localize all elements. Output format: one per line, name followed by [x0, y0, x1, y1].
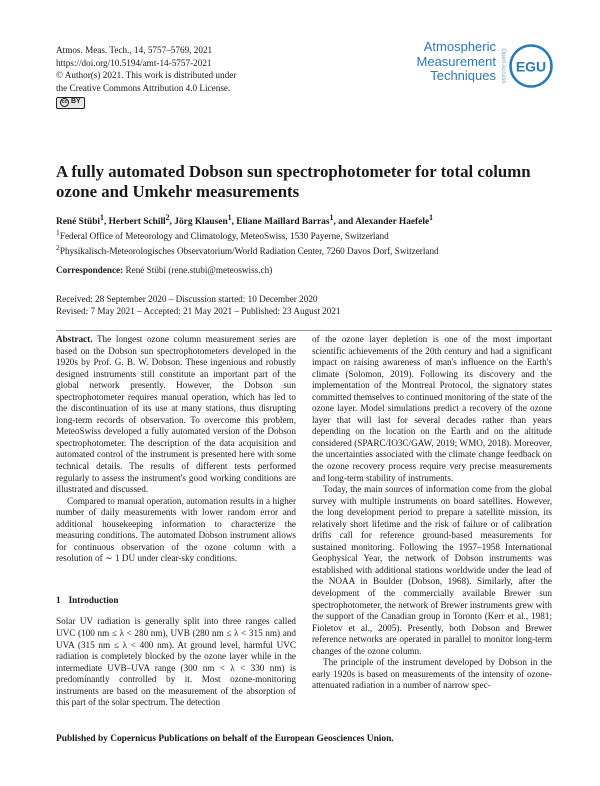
- body-paragraph: Today, the main sources of information come from the global survey with multiple instruments on board satellites. However, the long development period to prepare a satellite mission, its relatively short lifetime and the risk of failure or of calibration drifts call for reference ground-based measurements for sustained monitoring. Following the 1957–1958 International Geophysical Year, the network of Dobson instruments was established with additional stations worldwide under the lead of the NOAA in Boulder (Dobson, 1968). Similarly, after the development of the commercially available Brewer sun spectrophotometer, the network of Brewer instruments grew with the support of the Canadian group in Toronto (Kerr et al., 1981; Fioletov et al., 2005). Presently, both Dobson and Brewer reference networks are operated in parallel to monitor long-term changes of the ozone column.: [312, 484, 552, 656]
- copyright-line: © Author(s) 2021. This work is distributed under: [56, 70, 237, 81]
- author-name: René Stübi: [56, 217, 101, 228]
- section-number: 1: [56, 594, 61, 605]
- journal-name-line1: Atmospheric: [423, 39, 496, 54]
- doi-link[interactable]: https://doi.org/10.5194/amt-14-5757-2021: [56, 57, 212, 68]
- affiliations: [56, 227, 556, 257]
- revised-dates: Revised: 7 May 2021 – Accepted: 21 May 2021 – Published: 23 August 2021: [56, 306, 341, 317]
- correspondence: [56, 264, 556, 276]
- author-list: René Stübi$^1$, Herbert Schill$^2$, Jörg Klausen$^1$, Eliane Maillard Barras$^1$, and Alexander Haefele$^1$: [56, 213, 434, 228]
- author-affil-sup: 1: [429, 213, 434, 222]
- header-divider: [56, 330, 552, 331]
- author-name: Alexander Haefele: [355, 217, 430, 228]
- author-affil-sup: 1: [100, 213, 104, 222]
- article-metadata: [56, 44, 386, 109]
- publisher-footer: Published by Copernicus Publications on behalf of the European Geosciences Union.: [56, 734, 394, 744]
- cc-icon: cc: [61, 99, 68, 106]
- received-dates: Received: 28 September 2020 – Discussion started: 10 December 2020: [56, 294, 318, 304]
- journal-name-line2: Measurement: [416, 53, 496, 69]
- intro-paragraph: Solar UV radiation is generally split into three ranges called UVC (100 nm ≤ λ < 280 nm), UVB (280 nm ≤ λ < 315 nm) and UVA (315 nm ≤ λ < 400 nm). At ground level, harmful UVC radiation is completely blocked by the ozone layer while in the intermediate UVB–UVA range (300 nm < λ < 330 nm) is predominantly controlled by it. Most ozone-monitoring instruments are based on the measurement of the absorption of this part of the solar spectrum. The detection: [56, 616, 296, 708]
- cc-by-badge[interactable]: [56, 97, 85, 109]
- abstract-paragraph: Abstract. The longest ozone column measurement series are based on the Dobson sun spectrophotometers developed in the 1920s by Prof. G. B. W. Dobson. These ingenious and robustly designed instruments still constitute an important part of the global network presently. However, the Dobson sun spectrophotometer requires manual operation, which has led to the discontinuation of its use at many stations, thus disrupting long-term records of observation. To overcome this problem, MeteoSwiss developed a fully automated version of the Dobson spectrophotometer. The description of the data acquisition and automated control of the instrument is presented here with some technical details. The results of different tests performed regularly to assess the instrument's good working conditions are illustrated and discussed.: [56, 334, 296, 495]
- section-heading: [56, 595, 296, 607]
- author-name: Herbert Schill: [108, 217, 166, 228]
- author-affil-sup: 2: [165, 213, 170, 222]
- open-access-label: Open Access: [499, 48, 506, 84]
- affiliation-line: $^2$Physikalisch-Meteorologisches Observatorium/World Radiation Center, 7260 Davos Dorf, Switzerland: [56, 243, 439, 257]
- author-affil-sup: 1: [329, 213, 334, 222]
- citation: Atmos. Meas. Tech., 14, 5757–5769, 2021: [56, 45, 213, 55]
- affiliation-line: $^1$Federal Office of Meteorology and Climatology, MeteoSwiss, 1530 Payerne, Switzerland: [56, 228, 389, 242]
- correspondence-contact[interactable]: René Stübi (rene.stubi@meteoswiss.ch): [125, 265, 273, 275]
- abstract-paragraph: Compared to manual operation, automation results in a higher number of daily measurements with lower random error and additional housekeeping information to characterize the measuring conditions. The automated Dobson instrument allows for continuous observation of the ozone column with a resolution of ∼ 1 DU under clear-sky conditions.: [56, 495, 296, 564]
- author-name: Eliane Maillard Barras: [236, 217, 330, 228]
- publication-dates: [56, 293, 556, 318]
- right-column: [312, 334, 552, 692]
- paper-title: A fully automated Dobson sun spectrophotometer for total column ozone and Umkehr measurements: [56, 162, 531, 201]
- abstract-label: Abstract.: [56, 334, 93, 344]
- license-line: the Creative Commons Attribution 4.0 License.: [56, 82, 231, 93]
- section-title: Introduction: [68, 594, 119, 605]
- body-paragraph: The principle of the instrument developed by Dobson in the early 1920s is based on measurements of the intensity of ozone-attenuated radiation in a number of narrow spec-: [312, 657, 552, 691]
- egu-logo-icon: [509, 44, 553, 88]
- author-name: Jörg Klausen: [174, 217, 228, 228]
- journal-logo: [392, 36, 554, 96]
- body-paragraph: of the ozone layer depletion is one of the most important scientific achievements of the 20th century and had a significant impact on raising awareness of man's influence on the Earth's climate (Solomon, 2019). Following its discovery and the implementation of the Montreal Protocol, the signatory states committed themselves to continued monitoring of the state of the ozone layer. Model simulations predict a recovery of the ozone layer that will last for several decades rather than years depending on the location on the Earth and on the altitude considered (SPARC/IO3C/GAW, 2019; WMO, 2018). Moreover, the uncertainties associated with the climate change feedback on the ozone recovery process require very precise measurements and long-term stability of instruments.: [312, 334, 552, 483]
- cc-by-label: BY: [71, 98, 81, 106]
- egu-logo-text: EGU: [515, 58, 547, 75]
- journal-name-line3: Techniques: [430, 68, 496, 83]
- left-column: [56, 334, 296, 709]
- journal-name: [392, 40, 496, 84]
- author-affil-sup: 1: [227, 213, 232, 222]
- correspondence-label: Correspondence:: [56, 265, 124, 275]
